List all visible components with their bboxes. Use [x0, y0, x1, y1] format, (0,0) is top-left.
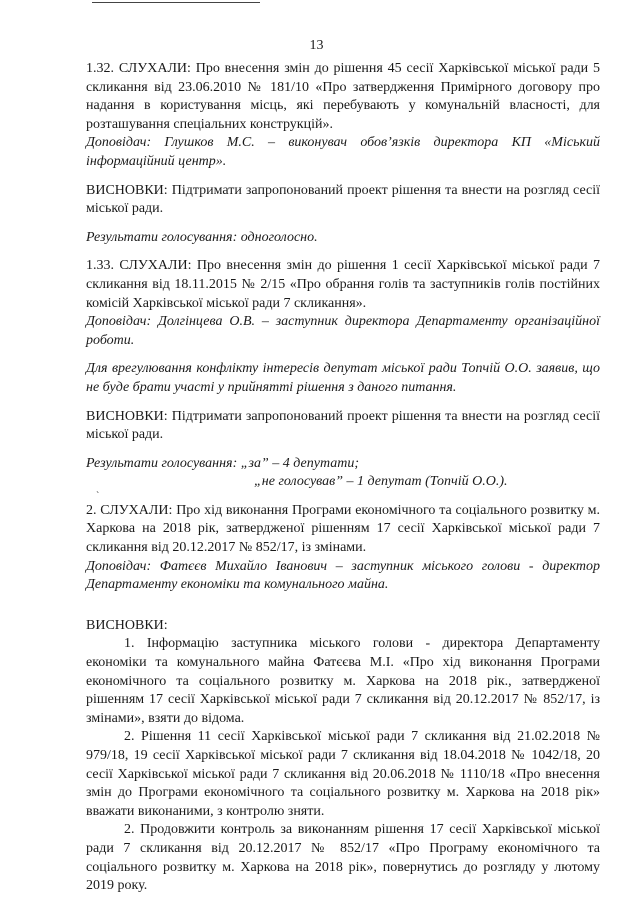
- conclusions-title: ВИСНОВКИ:: [86, 617, 168, 633]
- conclusion-point-2: 2. Рішення 11 сесії Харківської міської ради 7 скликання від 21.02.2018 № 979/18, 19 сесії Харківської міської ради 7 скликання від 18.04.2018 № 1042/18, 20 сесії Харківської міської ради 7 скликання від 20.06.2018 № 1110/18 «Про внесення змін до Програми економічного та соціального розвитку м. Харкова на 2018 рік» вважати виконаними, з контролю зняти.: [86, 729, 600, 819]
- item-1-32-vote: Результати голосування: одноголосно.: [86, 229, 318, 245]
- document-body: [86, 60, 600, 896]
- item-1-33-conclusion: ВИСНОВКИ: Підтримати запропонований проект рішення та внести на розгляд сесії міської ради.: [86, 408, 600, 443]
- item-1-33-conflict: Для врегулювання конфлікту інтересів депутат міської ради Топчій О.О. заявив, що не буде брати участі у прийнятті рішення з даного питання.: [86, 361, 600, 395]
- item-2-heard: 2. СЛУХАЛИ: Про хід виконання Програми економічного та соціального розвитку м. Харкова на 2018 рік, затвердженої рішенням 17 сесії Харківської міської ради 7 скликання від 20.12.2017 № 852/17, із змінами.: [86, 502, 600, 556]
- item-1-32-heard: 1.32. СЛУХАЛИ: Про внесення змін до рішення 45 сесії Харківської міської ради 5 скликання від 23.06.2010 № 181/10 «Про затвердження Примірного договору про надання в користування місць, які перебувають у комунальній власності, для розташування спеціальних конструкцій».: [86, 61, 600, 132]
- item-1-32-speaker: Доповідач: Глушков М.С. – виконувач обов’язків директора КП «Міський інформаційний центр».: [86, 135, 600, 169]
- conclusion-point-3: 2. Продовжити контроль за виконанням рішення 17 сесії Харківської міської ради 7 скликання від 20.12.2017 № 852/17 «Про Програму економічного та соціального розвитку м. Харкова на 2018 рік», повернутись до розгляду у лютому 2019 року.: [86, 822, 600, 894]
- conclusion-point-1: 1. Інформацію заступника міського голови - директора Департаменту економіки та комунального майна Фатєєва М.І. «Про хід виконання Програми економічного та соціального розвитку м. Харкова на 2018 рік., затвердженої рішенням 17 сесії Харківської міської ради 7 скликання від 20.12.2017 № 852/17, із змінами», взяти до відома.: [86, 636, 600, 726]
- item-1-33-speaker: Доповідач: Долгінцева О.В. – заступник директора Департаменту організаційної роботи.: [86, 314, 600, 348]
- item-2-speaker: Доповідач: Фатєєв Михайло Іванович – заступник міського голови - директор Департаменту економіки та комунального майна.: [86, 558, 600, 593]
- page-number: 13: [309, 38, 324, 53]
- item-1-33-vote: Результати голосування: „за” – 4 депутати;: [86, 455, 359, 471]
- item-1-33-heard: 1.33. СЛУХАЛИ: Про внесення змін до рішення 1 сесії Харківської міської ради 7 скликання від 18.11.2015 № 2/15 «Про обрання голів та заступників голів постійних комісій Харківської міської ради 7 скликання».: [86, 258, 600, 311]
- scan-speck: `: [96, 490, 100, 502]
- top-rule: [92, 2, 260, 3]
- item-1-33-vote-line2: „не голосував” – 1 депутат (Топчій О.О.).: [254, 474, 508, 490]
- item-1-32-conclusion: ВИСНОВКИ: Підтримати запропонований проект рішення та внести на розгляд сесії міської ради.: [86, 182, 600, 217]
